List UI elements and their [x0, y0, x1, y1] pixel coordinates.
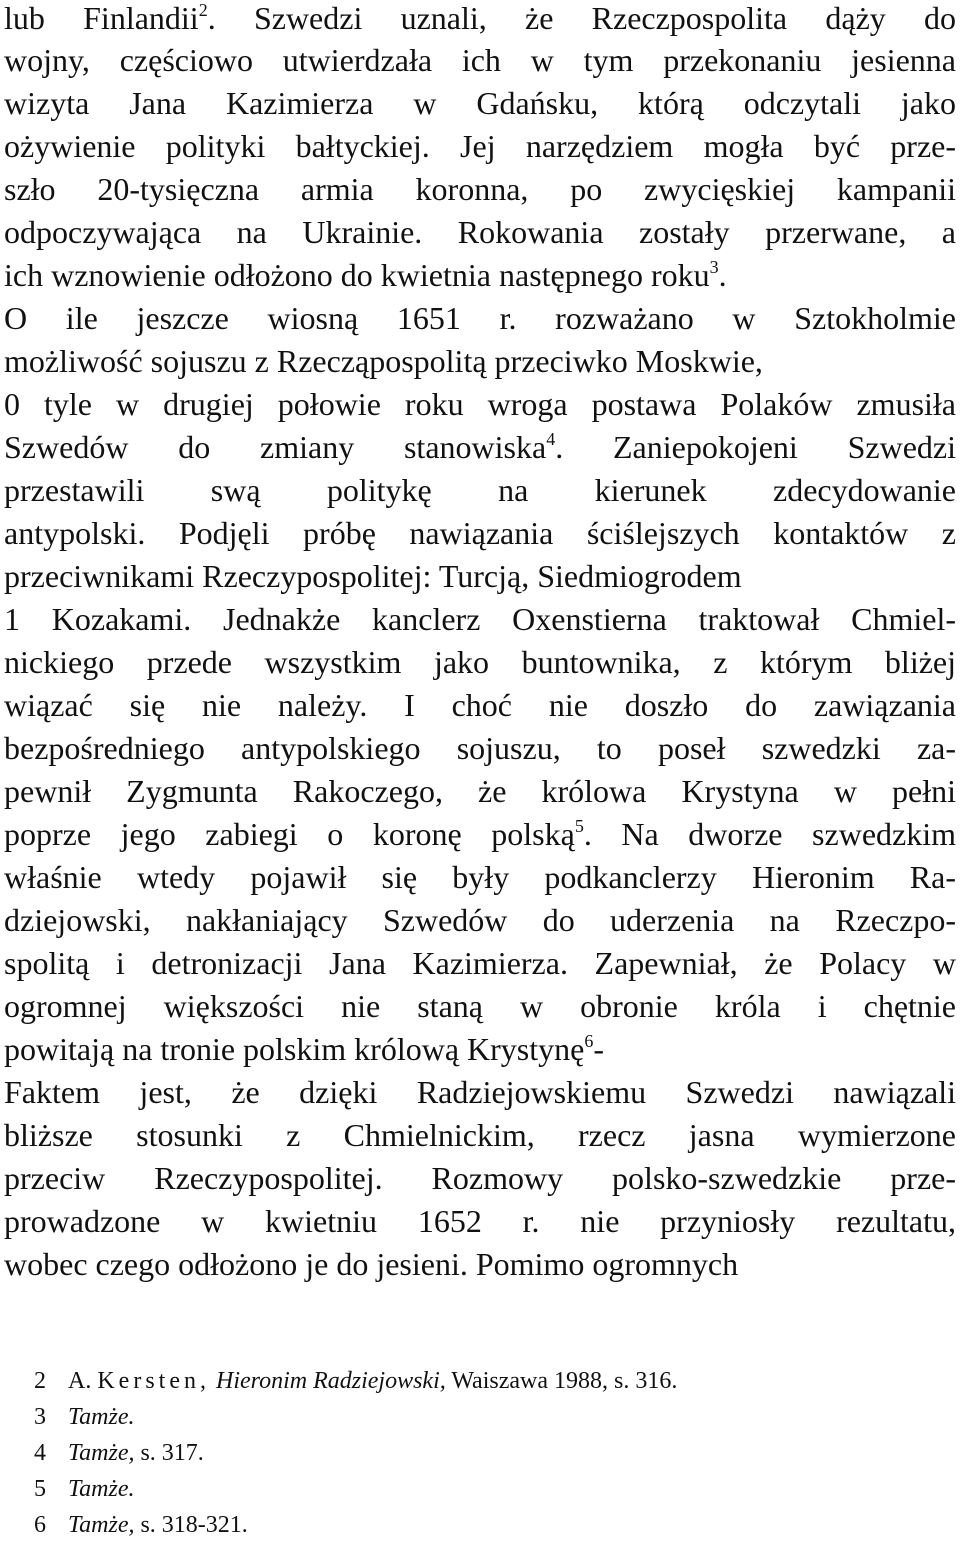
footnote-citation: Waiszawa 1988, s. 316.	[451, 1368, 678, 1394]
footnote-ref: 4	[546, 429, 556, 449]
footnote	[0, 1400, 960, 1434]
footnote-number: 3	[34, 1404, 46, 1430]
text-line: powitają na tronie polskim królową Krystynę$^6$-	[4, 1031, 604, 1067]
footnote-title: Tamże,	[68, 1440, 135, 1466]
footnote-citation: s. 318-321.	[140, 1512, 248, 1538]
text-line: ich wznowienie odłożono do kwietnia następnego roku$^3$.	[4, 257, 727, 293]
footnote-ref: 6	[584, 1031, 594, 1051]
footnote-title: Hieronim Radziejowski,	[215, 1368, 446, 1394]
footnote-title: Tamże.	[68, 1476, 135, 1502]
footnote	[0, 1508, 960, 1542]
footnote	[0, 1364, 960, 1398]
text-line: antypolski. Podjęli próbę nawiązania ściślejszych kontaktów z	[4, 515, 956, 551]
footnote-number: 2	[34, 1368, 46, 1394]
text-line: możliwość sojuszu z Rzecząpospolitą przeciwko Moskwie,	[4, 343, 763, 379]
footnote-author: Kersten,	[97, 1368, 210, 1394]
footnote-number: 5	[34, 1476, 46, 1502]
text-line: ożywienie polityki bałtyckiej. Jej narzędziem mogła być prze-	[4, 128, 956, 164]
text-line: lub Finlandii$^2$. Szwedzi uznali, że Rzeczpospolita dąży do	[4, 0, 956, 36]
footnote-citation: s. 317.	[140, 1440, 204, 1466]
text-line: przestawili swą politykę na kierunek zdecydowanie	[4, 472, 956, 508]
text-line: poprze jego zabiegi o koronę polską$^5$. Na dworze szwedzkim	[4, 816, 956, 852]
text-line: prowadzone w kwietniu 1652 r. nie przyniosły rezultatu,	[4, 1203, 956, 1239]
text-line: 1 Kozakami. Jednakże kanclerz Oxenstierna traktował Chmiel-	[4, 601, 956, 637]
footnote	[0, 1436, 960, 1470]
text-line: przeciwnikami Rzeczypospolitej: Turcją, Siedmiogrodem	[4, 558, 742, 594]
text-line: szło 20-tysięczna armia koronna, po zwycięskiej kampanii	[4, 171, 956, 207]
text-line: spolitą i detronizacji Jana Kazimierza. Zapewniał, że Polacy w	[4, 945, 956, 981]
footnote	[0, 1472, 960, 1506]
footnote-author-initial: A.	[68, 1368, 92, 1394]
text-line: wiązać się nie należy. I choć nie doszło do zawiązania	[4, 687, 956, 723]
text-line: przeciw Rzeczypospolitej. Rozmowy polsko-szwedzkie prze-	[4, 1160, 956, 1196]
footnote-ref: 5	[574, 816, 584, 836]
text-line: Szwedów do zmiany stanowiska$^4$. Zaniepokojeni Szwedzi	[4, 429, 956, 465]
text-line: pewnił Zygmunta Rakoczego, że królowa Krystyna w pełni	[4, 773, 956, 809]
text-line: dziejowski, nakłaniający Szwedów do uderzenia na Rzeczpo-	[4, 902, 956, 938]
text-line: ogromnej większości nie staną w obronie króla i chętnie	[4, 988, 956, 1024]
footnote-number: 6	[34, 1512, 46, 1538]
text-line: właśnie wtedy pojawił się były podkanclerzy Hieronim Ra-	[4, 859, 956, 895]
footnote-number: 4	[34, 1440, 46, 1466]
text-line: bezpośredniego antypolskiego sojuszu, to poseł szwedzki za-	[4, 730, 956, 766]
text-line: wobec czego odłożono je do jesieni. Pomimo ogromnych	[4, 1246, 739, 1282]
text-line: O ile jeszcze wiosną 1651 r. rozważano w Sztokholmie	[4, 300, 956, 336]
text-line: odpoczywająca na Ukrainie. Rokowania zostały przerwane, a	[4, 214, 956, 250]
footnote-ref: 2	[198, 0, 208, 20]
footnote-title: Tamże.	[68, 1404, 135, 1430]
text-line: wojny, częściowo utwierdzała ich w tym przekonaniu jesienna	[4, 42, 956, 78]
text-line: nickiego przede wszystkim jako buntownika, z którym bliżej	[4, 644, 956, 680]
footnote-ref: 3	[709, 257, 719, 277]
text-line: Faktem jest, że dzięki Radziejowskiemu Szwedzi nawiązali	[4, 1074, 956, 1110]
text-line: 0 tyle w drugiej połowie roku wroga postawa Polaków zmusiła	[4, 386, 956, 422]
text-line: bliższe stosunki z Chmielnickim, rzecz jasna wymierzone	[4, 1117, 956, 1153]
text-line: wizyta Jana Kazimierza w Gdańsku, którą odczytali jako	[4, 85, 956, 121]
footnote-title: Tamże,	[68, 1512, 135, 1538]
